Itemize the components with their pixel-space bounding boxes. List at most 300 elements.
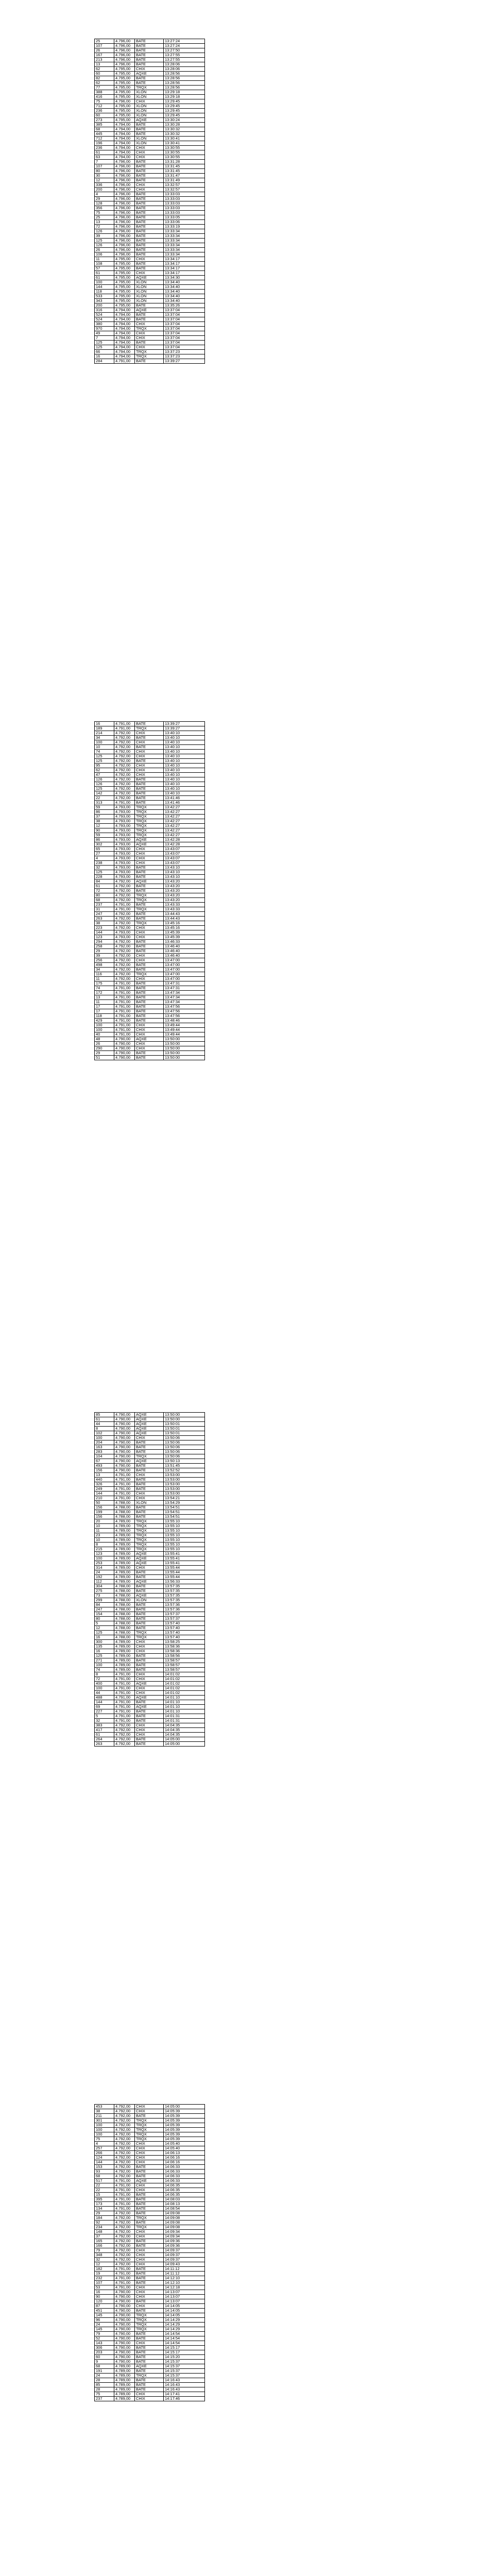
venue-cell: CHIX: [135, 336, 164, 341]
price-cell: 4.792,00: [114, 2248, 135, 2253]
price-cell: 4.792,00: [114, 2142, 135, 2146]
table-row: [95, 1519, 205, 1524]
price-cell: 4.791,00: [114, 722, 135, 726]
table-row: [95, 1478, 205, 1482]
volume-cell: 25: [95, 39, 114, 44]
price-cell: 4.796,00: [114, 239, 135, 243]
price-cell: 4.791,00: [114, 2188, 135, 2193]
volume-cell: 29: [95, 949, 114, 954]
venue-cell: XLON: [135, 299, 164, 303]
table-row: [95, 2239, 205, 2244]
volume-cell: 256: [95, 958, 114, 963]
table-row: [95, 2369, 205, 2374]
price-cell: 4.790,00: [114, 2336, 135, 2341]
price-cell: 4.790,00: [114, 1422, 135, 1427]
time-cell: 13:28:56: [164, 72, 205, 76]
venue-cell: BATE: [135, 2383, 164, 2387]
volume-cell: 236: [95, 109, 114, 113]
volume-cell: 380: [95, 322, 114, 327]
table-row: [95, 852, 205, 856]
price-cell: 4.795,00: [114, 72, 135, 76]
volume-cell: 144: [95, 930, 114, 935]
time-cell: 13:42:27: [164, 810, 205, 815]
venue-cell: XLON: [135, 90, 164, 95]
price-cell: 4.796,00: [114, 252, 135, 257]
price-cell: 4.794,00: [114, 322, 135, 327]
table-row: [95, 317, 205, 322]
volume-cell: 60: [95, 113, 114, 118]
venue-cell: BATE: [135, 889, 164, 893]
venue-cell: XLON: [135, 1501, 164, 1505]
volume-cell: 22: [95, 2183, 114, 2188]
price-cell: 4.788,00: [114, 1501, 135, 1505]
price-cell: 4.790,00: [114, 1436, 135, 1440]
volume-cell: 145: [95, 2313, 114, 2318]
time-cell: 14:09:08: [164, 2225, 205, 2230]
table-row: [95, 2341, 205, 2346]
volume-cell: 27: [95, 852, 114, 856]
price-cell: 4.788,00: [114, 1607, 135, 1612]
volume-cell: 258: [95, 944, 114, 949]
venue-cell: BATE: [135, 123, 164, 127]
volume-cell: 200: [95, 303, 114, 308]
table-row: [95, 2183, 205, 2188]
table-row: [95, 1640, 205, 1645]
price-cell: 4.788,00: [114, 1617, 135, 1621]
table-row: [95, 327, 205, 331]
venue-cell: CHIX: [135, 1677, 164, 1682]
volume-cell: 213: [95, 58, 114, 62]
time-cell: 13:31:49: [164, 178, 205, 183]
volume-cell: 125: [95, 1654, 114, 1658]
venue-cell: BATE: [135, 777, 164, 782]
volume-cell: 266: [95, 2151, 114, 2156]
venue-cell: BATE: [135, 39, 164, 44]
volume-cell: 68: [95, 127, 114, 132]
table-row: [95, 842, 205, 847]
table-row: [95, 2114, 205, 2119]
venue-cell: BATE: [135, 801, 164, 805]
venue-cell: CHIX: [135, 773, 164, 777]
time-cell: 13:55:10: [164, 1529, 205, 1533]
venue-cell: CHIX: [135, 852, 164, 856]
table-row: [95, 1473, 205, 1478]
volume-cell: 32: [95, 2258, 114, 2262]
time-cell: 13:33:06: [164, 220, 205, 225]
volume-cell: 86: [95, 838, 114, 842]
volume-cell: 52: [95, 2336, 114, 2341]
time-cell: 13:57:37: [164, 1612, 205, 1617]
volume-cell: 498: [95, 963, 114, 968]
price-cell: 4.792,00: [114, 759, 135, 764]
price-cell: 4.793,00: [114, 842, 135, 847]
venue-cell: CHIX: [135, 2156, 164, 2160]
table-row: [95, 2295, 205, 2299]
time-cell: 14:05:00: [164, 1737, 205, 1742]
time-cell: 14:09:36: [164, 2244, 205, 2248]
time-cell: 14:16:43: [164, 2378, 205, 2383]
table-row: [95, 248, 205, 252]
table-row: [95, 870, 205, 875]
price-cell: 4.792,00: [114, 736, 135, 740]
trade-table-block-3: [94, 1412, 204, 1747]
table-row: [95, 2119, 205, 2123]
table-row: [95, 2207, 205, 2211]
price-cell: 4.792,00: [114, 750, 135, 754]
volume-cell: 148: [95, 2230, 114, 2234]
time-cell: 14:14:29: [164, 2323, 205, 2327]
volume-cell: 82: [95, 76, 114, 81]
volume-cell: 48: [95, 1037, 114, 1042]
volume-cell: 249: [95, 1487, 114, 1492]
volume-cell: 712: [95, 137, 114, 141]
time-cell: 13:40:10: [164, 750, 205, 754]
time-cell: 13:41:46: [164, 796, 205, 801]
table-row: [95, 2285, 205, 2290]
venue-cell: CHIX: [135, 2105, 164, 2109]
venue-cell: BATE: [135, 62, 164, 67]
volume-cell: 22: [95, 796, 114, 801]
venue-cell: AQXE: [135, 1696, 164, 1700]
venue-cell: BATE: [135, 722, 164, 726]
table-row: [95, 141, 205, 146]
volume-cell: 144: [95, 1700, 114, 1705]
table-row: [95, 2105, 205, 2109]
price-cell: 4.789,00: [114, 1640, 135, 1645]
venue-cell: BATE: [135, 164, 164, 169]
venue-cell: BATE: [135, 1570, 164, 1575]
time-cell: 14:05:39: [164, 2109, 205, 2114]
time-cell: 14:11:12: [164, 2272, 205, 2276]
table-row: [95, 805, 205, 810]
volume-cell: 283: [95, 1450, 114, 1454]
price-cell: 4.794,00: [114, 308, 135, 313]
time-cell: 13:55:10: [164, 1519, 205, 1524]
volume-cell: 16: [95, 1649, 114, 1654]
venue-cell: TRQX: [135, 828, 164, 833]
venue-cell: BATE: [135, 796, 164, 801]
venue-cell: CHIX: [135, 2392, 164, 2397]
venue-cell: BATE: [135, 58, 164, 62]
time-cell: 13:33:05: [164, 215, 205, 220]
table-row: [95, 1552, 205, 1556]
table-row: [95, 963, 205, 968]
volume-cell: 29: [95, 1051, 114, 1056]
time-cell: 13:29:45: [164, 99, 205, 104]
time-cell: 14:09:37: [164, 2248, 205, 2253]
volume-cell: 175: [95, 981, 114, 986]
volume-cell: 300: [95, 1640, 114, 1645]
price-cell: 4.791,00: [114, 2183, 135, 2188]
time-cell: 13:34:40: [164, 285, 205, 290]
table-row: [95, 2160, 205, 2165]
venue-cell: CHIX: [135, 977, 164, 981]
volume-cell: 51: [95, 1056, 114, 1060]
volume-cell: 385: [95, 123, 114, 127]
time-cell: 13:31:45: [164, 169, 205, 174]
price-cell: 4.790,00: [114, 1459, 135, 1464]
table-row: [95, 341, 205, 345]
table-row: [95, 912, 205, 917]
table-row: [95, 2378, 205, 2383]
price-cell: 4.792,00: [114, 773, 135, 777]
venue-cell: CHIX: [135, 1672, 164, 1677]
venue-cell: BATE: [135, 2202, 164, 2207]
table-row: [95, 726, 205, 731]
venue-cell: CHIX: [135, 2230, 164, 2234]
table-row: [95, 2221, 205, 2225]
venue-cell: BATE: [135, 1658, 164, 1663]
venue-cell: BATE: [135, 248, 164, 252]
time-cell: 13:34:17: [164, 271, 205, 276]
table-row: [95, 861, 205, 866]
volume-cell: 17: [95, 1005, 114, 1009]
time-cell: 13:47:00: [164, 977, 205, 981]
trade-table: [94, 721, 205, 1060]
time-cell: 13:42:27: [164, 819, 205, 824]
price-cell: 4.791,00: [114, 981, 135, 986]
table-row: [95, 1696, 205, 1700]
venue-cell: TRQX: [135, 907, 164, 912]
volume-cell: 263: [95, 1742, 114, 1747]
time-cell: 13:47:00: [164, 968, 205, 972]
time-cell: 13:40:10: [164, 787, 205, 791]
price-cell: 4.795,00: [114, 290, 135, 294]
volume-cell: 144: [95, 2160, 114, 2165]
volume-cell: 184: [95, 2216, 114, 2221]
time-cell: 13:30:32: [164, 127, 205, 132]
table-row: [95, 1700, 205, 1705]
price-cell: 4.790,00: [114, 1413, 135, 1417]
volume-cell: 125: [95, 787, 114, 791]
table-row: [95, 2276, 205, 2281]
volume-cell: 17: [95, 1009, 114, 1014]
price-cell: 4.791,00: [114, 991, 135, 995]
price-cell: 4.792,00: [114, 2234, 135, 2239]
volume-cell: 24: [95, 2374, 114, 2378]
time-cell: 13:50:06: [164, 1450, 205, 1454]
time-cell: 14:01:10: [164, 1696, 205, 1700]
volume-cell: 348: [95, 2253, 114, 2258]
price-cell: 4.789,00: [114, 1654, 135, 1658]
table-row: [95, 1547, 205, 1552]
table-row: [95, 731, 205, 736]
venue-cell: BATE: [135, 303, 164, 308]
volume-cell: 275: [95, 1589, 114, 1594]
table-row: [95, 113, 205, 118]
price-cell: 4.794,00: [114, 345, 135, 350]
table-row: [95, 118, 205, 123]
price-cell: 4.788,00: [114, 1505, 135, 1510]
table-row: [95, 1492, 205, 1496]
time-cell: 13:43:07: [164, 852, 205, 856]
time-cell: 13:42:28: [164, 842, 205, 847]
time-cell: 14:01:02: [164, 1672, 205, 1677]
time-cell: 13:33:03: [164, 211, 205, 215]
price-cell: 4.789,00: [114, 2392, 135, 2397]
table-row: [95, 968, 205, 972]
table-row: [95, 1427, 205, 1431]
venue-cell: BATE: [135, 866, 164, 870]
volume-cell: 92: [95, 2221, 114, 2225]
venue-cell: AQXE: [135, 1037, 164, 1042]
table-row: [95, 1580, 205, 1584]
volume-cell: 65: [95, 847, 114, 852]
time-cell: 13:34:40: [164, 290, 205, 294]
time-cell: 14:12:10: [164, 2276, 205, 2281]
table-row: [95, 2387, 205, 2392]
price-cell: 4.792,00: [114, 2160, 135, 2165]
table-row: [95, 1464, 205, 1468]
time-cell: 14:05:40: [164, 2142, 205, 2146]
venue-cell: BATE: [135, 201, 164, 206]
price-cell: 4.792,00: [114, 968, 135, 972]
time-cell: 13:28:06: [164, 67, 205, 72]
venue-cell: CHIX: [135, 2290, 164, 2295]
table-row: [95, 2142, 205, 2146]
table-row: [95, 1742, 205, 1747]
time-cell: 14:14:29: [164, 2318, 205, 2323]
time-cell: 13:40:10: [164, 768, 205, 773]
price-cell: 4.792,00: [114, 764, 135, 768]
venue-cell: CHIX: [135, 2188, 164, 2193]
volume-cell: 417: [95, 1728, 114, 1733]
price-cell: 4.793,00: [114, 824, 135, 828]
time-cell: 13:53:00: [164, 1487, 205, 1492]
venue-cell: BATE: [135, 197, 164, 201]
volume-cell: 85: [95, 1413, 114, 1417]
time-cell: 14:05:00: [164, 2105, 205, 2109]
price-cell: 4.789,00: [114, 1533, 135, 1538]
venue-cell: BATE: [135, 2170, 164, 2174]
time-cell: 14:09:43: [164, 2262, 205, 2267]
volume-cell: 156: [95, 1515, 114, 1519]
venue-cell: CHIX: [135, 271, 164, 276]
table-row: [95, 1594, 205, 1598]
venue-cell: BATE: [135, 2281, 164, 2285]
table-row: [95, 1714, 205, 1719]
table-row: [95, 39, 205, 44]
time-cell: 14:08:13: [164, 2202, 205, 2207]
venue-cell: BATE: [135, 160, 164, 164]
volume-cell: 15: [95, 2193, 114, 2197]
price-cell: 4.792,00: [114, 796, 135, 801]
table-row: [95, 1668, 205, 1672]
price-cell: 4.790,00: [114, 1046, 135, 1051]
table-row: [95, 1028, 205, 1032]
venue-cell: BATE: [135, 206, 164, 211]
table-row: [95, 2230, 205, 2234]
volume-cell: 24: [95, 1570, 114, 1575]
time-cell: 13:55:41: [164, 1552, 205, 1556]
time-cell: 13:47:56: [164, 1014, 205, 1019]
time-cell: 13:33:03: [164, 201, 205, 206]
price-cell: 4.795,00: [114, 303, 135, 308]
price-cell: 4.791,00: [114, 2202, 135, 2207]
time-cell: 13:37:04: [164, 331, 205, 336]
venue-cell: CHIX: [135, 1566, 164, 1570]
time-cell: 13:43:10: [164, 870, 205, 875]
volume-cell: 85: [95, 2383, 114, 2387]
table-row: [95, 736, 205, 740]
time-cell: 14:12:18: [164, 2285, 205, 2290]
table-row: [95, 229, 205, 234]
price-cell: 4.788,00: [114, 1635, 135, 1640]
price-cell: 4.790,00: [114, 2327, 135, 2332]
price-cell: 4.789,00: [114, 1519, 135, 1524]
table-row: [95, 67, 205, 72]
time-cell: 13:37:04: [164, 345, 205, 350]
time-cell: 14:14:54: [164, 2341, 205, 2346]
venue-cell: BATE: [135, 912, 164, 917]
volume-cell: 232: [95, 2276, 114, 2281]
volume-cell: 144: [95, 285, 114, 290]
table-row: [95, 1603, 205, 1607]
table-row: [95, 239, 205, 243]
table-row: [95, 833, 205, 838]
time-cell: 14:16:43: [164, 2383, 205, 2387]
table-row: [95, 944, 205, 949]
price-cell: 4.790,00: [114, 2290, 135, 2295]
table-row: [95, 285, 205, 290]
time-cell: 13:33:03: [164, 197, 205, 201]
price-cell: 4.792,00: [114, 787, 135, 791]
venue-cell: BATE: [135, 759, 164, 764]
venue-cell: XLON: [135, 280, 164, 285]
time-cell: 13:54:51: [164, 1505, 205, 1510]
volume-cell: 4: [95, 192, 114, 197]
volume-cell: 74: [95, 1668, 114, 1672]
venue-cell: BATE: [135, 875, 164, 879]
table-row: [95, 1413, 205, 1417]
venue-cell: BATE: [135, 787, 164, 791]
price-cell: 4.790,00: [114, 1440, 135, 1445]
venue-cell: AQXE: [135, 838, 164, 842]
price-cell: 4.791,00: [114, 1682, 135, 1686]
table-row: [95, 1468, 205, 1473]
volume-cell: 44: [95, 1422, 114, 1427]
time-cell: 13:34:30: [164, 276, 205, 280]
price-cell: 4.796,00: [114, 229, 135, 234]
volume-cell: 13: [95, 62, 114, 67]
table-row: [95, 2397, 205, 2401]
price-cell: 4.796,00: [114, 39, 135, 44]
price-cell: 4.792,00: [114, 2114, 135, 2119]
volume-cell: 524: [95, 313, 114, 317]
time-cell: 13:57:35: [164, 1598, 205, 1603]
price-cell: 4.789,00: [114, 1566, 135, 1570]
table-row: [95, 252, 205, 257]
price-cell: 4.792,00: [114, 2123, 135, 2128]
price-cell: 4.795,00: [114, 109, 135, 113]
price-cell: 4.792,00: [114, 754, 135, 759]
venue-cell: BATE: [135, 2174, 164, 2179]
price-cell: 4.790,00: [114, 1450, 135, 1454]
venue-cell: CHIX: [135, 935, 164, 940]
time-cell: 14:16:43: [164, 2387, 205, 2392]
price-cell: 4.792,00: [114, 777, 135, 782]
time-cell: 13:33:19: [164, 225, 205, 229]
table-row: [95, 796, 205, 801]
volume-cell: 13: [95, 220, 114, 225]
time-cell: 13:29:45: [164, 113, 205, 118]
volume-cell: 126: [95, 777, 114, 782]
time-cell: 13:28:56: [164, 86, 205, 90]
venue-cell: CHIX: [135, 2397, 164, 2401]
table-row: [95, 2109, 205, 2114]
table-row: [95, 907, 205, 912]
venue-cell: TRQX: [135, 2128, 164, 2132]
